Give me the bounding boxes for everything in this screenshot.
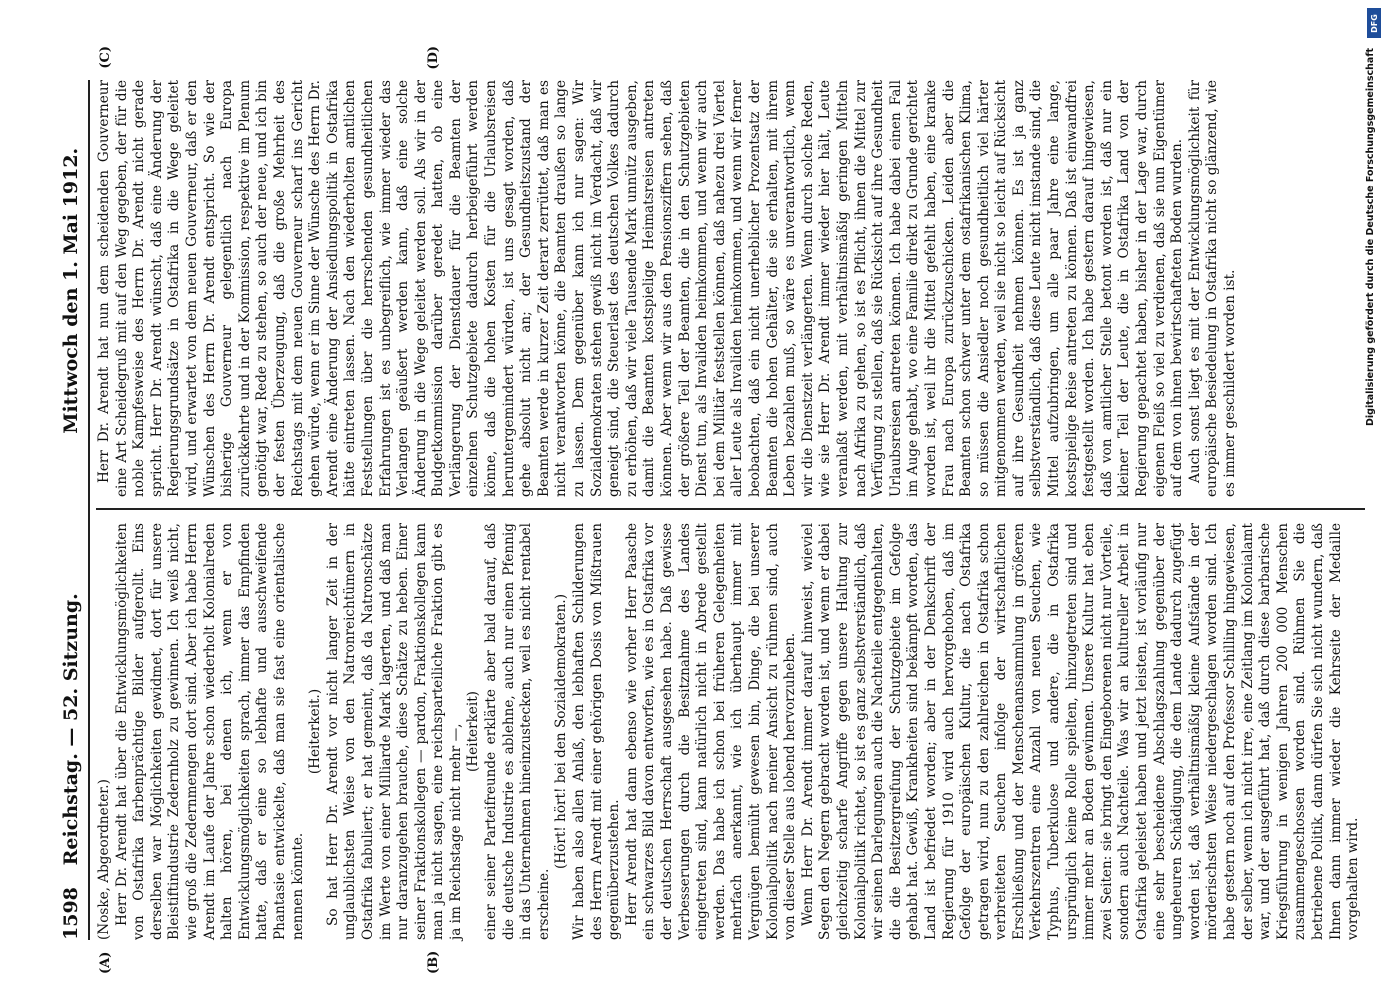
paragraph: (Noske, Abgeordneter.) <box>96 779 112 940</box>
paragraph: Auch sonst liegt es mit der Entwicklungsmöglichkeit für europäische Besiedelung in Ostafrika nicht so glänzend, wie es immer geschildert worden ist. <box>1186 79 1238 497</box>
left-column <box>96 523 1363 940</box>
page-header <box>58 80 90 940</box>
digitization-note-text: Digitalisierung gefördert durch die Deutsche Forschungsgemeinschaft <box>1365 48 1376 426</box>
right-column <box>96 80 1363 497</box>
dfg-logo: DFG <box>1367 8 1381 38</box>
paragraph: (Heiterkeit.) <box>307 688 324 775</box>
header-date: Mittwoch den 1. Mai 1912. <box>60 147 82 434</box>
paragraph: Herr Dr. Arendt hat über die Entwicklungsmöglichkeiten von Ostafrika farbenprächtige Bilder aufgerollt. Eins derselben war Möglichkeiten gewidmet, dort für unsere Bleistiftindustrie Zedernholz zu gewinnen. Ich weiß nicht, wie groß die Zedernmengen dort sind. Aber ich habe Herrn Arendt im Laufe der Jahre schon wiederholt Kolonialreden halten hören, bei denen ich, wenn er von Entwicklungsmöglichkeiten sprach, immer das Empfinden hatte, daß er eine so lebhafte und ausschweifende Phantasie entwickelte, daß man sie fast eine orientalische nennen könnte. <box>113 523 306 940</box>
paragraph: Herr Dr. Arendt hat nun dem scheidenden Gouverneur eine Art Scheidegruß mit auf den Weg gegeben, der für die noble Kampfesweise des Herrn Dr. Arendt nicht gerade spricht. Herr Dr. Arendt wünscht, daß eine Änderung der Regierungsgrundsätze in Ostafrika in die Wege geleitet wird, und erwartet von dem neuen Gouverneur, daß er den Wünschen des Herrn Dr. Arendt entspricht. So wie der bisherige Gouverneur gelegentlich nach Europa zurückkehrte und in der Kommission, respektive im Plenum genötigt war, Rede zu stehen, so auch der neue, und ich bin der festen Überzeugung, daß die große Mehrheit des Reichstags mit dem neuen Gouverneur scharf ins Gericht gehen würde, wenn er im Sinne der Wünsche des Herrn Dr. Arendt eine Änderung der Ansiedlungspolitik in Ostafrika hätte eintreten lassen. Nach den wiederholten amtlichen Feststellungen über die herrschenden gesundheitlichen Erfahrungen ist es unbegreiflich, wie immer wieder das Verlangen geäußert werden kann, daß eine solche Änderung in die Wege geleitet werden soll. Als wir in der Budgetkommission darüber geredet hatten, ob eine Verlängerung der Dienstdauer für die Beamten der einzelnen Schutzgebiete dadurch herbeigeführt werden könne, daß die hohen Kosten für die Urlaubsreisen heruntergemindert würden, ist uns gesagt worden, daß gehe absolut nicht an; der Gesundheitszustand der Beamten werde in kurzer Zeit derart zerrüttet, daß man es nicht verantworten könne, die Beamten draußen so lange zu lassen. Dem gegenüber kann ich nur sagen: Wir Sozialdemokraten stehen gewiß nicht im Verdacht, daß wir geneigt sind, die Steuerlast des deutschen Volkes dadurch zu erhöhen, daß wir viele Tausende Mark unnütz ausgeben, damit die Beamten kostspielige Heimatsreisen antreten können. Aber wenn wir aus den Pensionsziffern sehen, daß der größere Teil der Beamten, die in den Schutzgebieten Dienst tun, als Invaliden heimkommen, und wenn wir auch bei dem Militär feststellen können, daß nahezu drei Viertel aller Leute als Invaliden heimkommen, und wenn wir ferner beobachten, daß ein nicht unerheblicher Prozentsatz der Beamten die hohen Gehälter, die sie erhalten, mit ihrem Leben bezahlen muß, so wäre es unverantwortlich, wenn wir die Dienstzeit verlängerten. Wenn durch solche Reden, wie sie Herr Dr. Arendt immer wieder hier hält, Leute veranlaßt werden, mit verhältnismäßig geringen Mitteln nach Afrika zu gehen, so ist es Pflicht, ihnen die Mittel zur Verfügung zu stellen, daß sie Rücksicht auf ihre Gesundheit Urlaubsreisen antreten können. Ich habe dabei einen Fall im Auge gehabt, wo eine Familie direkt zu Grunde gerichtet worden ist, weil ihr die Mittel gefehlt haben, eine kranke Frau nach Europa zurückzuschicken. Leiden aber die Beamten schon schwer unter dem ostafrikanischen Klima, so müssen die Ansiedler noch gesundheitlich viel härter mitgenommen werden, weil sie nicht so leicht auf Rücksicht auf ihre Gesundheit nehmen können. Es ist ja ganz selbstverständlich, daß diese Leute nicht imstande sind, die Mittel aufzubringen, um alle paar Jahre eine lange, kostspielige Reise antreten zu können. Daß ist einwandfrei festgestellt worden. Ich habe gestern darauf hingewiesen, daß von amtlicher Stelle betont worden ist, daß nur ein kleiner Teil der Leute, die in Ostafrika Land von der Regierung gepachtet haben, bisher in der Lage war, durch eigenen Fleiß so viel zu verdienen, daß sie nun Eigentümer auf dem von ihnen bewirtschafteten Boden wurden. <box>96 80 1186 497</box>
header-session-title: Reichstag. — 52. Sitzung. <box>60 593 82 866</box>
margin-marker-c: (C) <box>98 46 113 69</box>
page-number: 1598 <box>60 887 82 940</box>
paragraph: Wenn Herr Dr. Arendt immer darauf hinweist, wieviel Segen den Negern gebracht worden ist, und wenn er dabei gleichzeitig scharfe Angriffe gegen unsere Haltung zur Kolonialpolitik richtet, so ist es ganz selbstverständlich, daß wir seinen Darlegungen auch die Nachteile entgegenhalten, die die Besitzergreifung der Schutzgebiete im Gefolge gehabt hat. Gewiß, Krankheiten sind bekämpft worden, das Land ist befriedet worden; aber in der Denkschrift der Regierung für 1910 wird auch hervorgehoben, daß im Gefolge der europäischen Kultur, die nach Ostafrika getragen wird, nun zu den zahlreichen in Ostafrika schon verbreiteten Seuchen infolge der wirtschaftlichen Erschließung und der Menschenansammlung in größeren Verkehrszentren eine Anzahl von neuen Seuchen, wie Typhus, Tuberkulose und andere, die in Ostafrika ursprünglich keine Rolle spielten, hinzugetreten sind und immer mehr an Boden gewinnen. Unsere Kultur hat eben zwei Seiten: sie bringt den Eingeborenen nicht nur Vorteile, sondern auch Nachteile. Was wir an kultureller Arbeit in Ostafrika geleistet haben und jetzt leisten, ist vorläufig nur eine sehr bescheidene Abschlagszahlung gegenüber der ungeheuren Schädigung, die dem Lande dadurch zugefügt worden ist, daß verhältnismäßig kleine Aufstände in der mörderischsten Weise niedergeschlagen worden sind. Ich habe gestern noch auf den Professor Schilling hingewiesen, der selber, wenn ich nicht irre, eine Zeitlang im Kolonialamt war, und der ausgeführt hat, daß durch diese barbarische Kriegsführung in wenigen Jahren 200 000 Menschen zusammengeschossen worden sind. Rühmen Sie die betriebene Politik, dann dürfen Sie sich nicht wundern, daß Ihnen dann immer wieder die Kehrseite der Medaille vorgehalten wird. <box>799 523 1362 940</box>
digitization-note <box>1365 48 1379 988</box>
column-separator <box>96 508 1365 510</box>
text-columns <box>96 46 1363 974</box>
paragraph: Herr Arendt hat dann ebenso wie vorher Herr Paasche ein schwarzes Bild davon entworfen, wie es in Ostafrika vor der deutschen Herrschaft ausgesehen habe. Daß gewisse Verbesserungen durch die Besitznahme des Landes eingetreten sind, kann natürlich nicht in Abrede gestellt werden. Das habe ich schon bei früheren Gelegenheiten mehrfach anerkannt, wie ich überhaupt immer mit Vergnügen bemüht gewesen bin, Dinge, die bei unserer Kolonialpolitik nach meiner Ansicht zu rühmen sind, auch von dieser Stelle aus lobend hervorzuheben. <box>623 523 799 940</box>
paragraph: einer seiner Parteifreunde erklärte aber bald darauf, daß die deutsche Industrie es ablehne, auch nur einen Pfennig in das Unternehmen hineinzustecken, weil es nicht rentabel erscheine. <box>483 523 552 940</box>
paragraph: So hat Herr Dr. Arendt vor nicht langer Zeit in der unglaublichsten Weise von den Natronreichtümern in Ostafrika fabuliert; er hat gemeint, daß da Natronschätze im Werte von einer Milliarde Mark lagerten, und daß man nur daranzugehen brauche, diese Schätze zu heben. Einer seiner Fraktionskollegen — pardon, Fraktionskollegen kann man ja nicht sagen, eine reichsparteiliche Fraktion gibt es ja im Reichstage nicht mehr —, <box>324 523 464 940</box>
paragraph: (Heiterkeit) <box>465 691 482 772</box>
margin-marker-b: (B) <box>426 950 441 974</box>
paragraph: Wir haben also allen Anlaß, den lebhaften Schilderungen des Herrn Arendt mit einer gehörigen Dosis von Mißtrauen gegenüberzustehen. <box>571 523 623 940</box>
margin-marker-d: (D) <box>426 46 441 70</box>
margin-marker-a: (A) <box>98 951 113 974</box>
paragraph: (Hört! hört! bei den Sozialdemokraten.) <box>553 594 570 870</box>
